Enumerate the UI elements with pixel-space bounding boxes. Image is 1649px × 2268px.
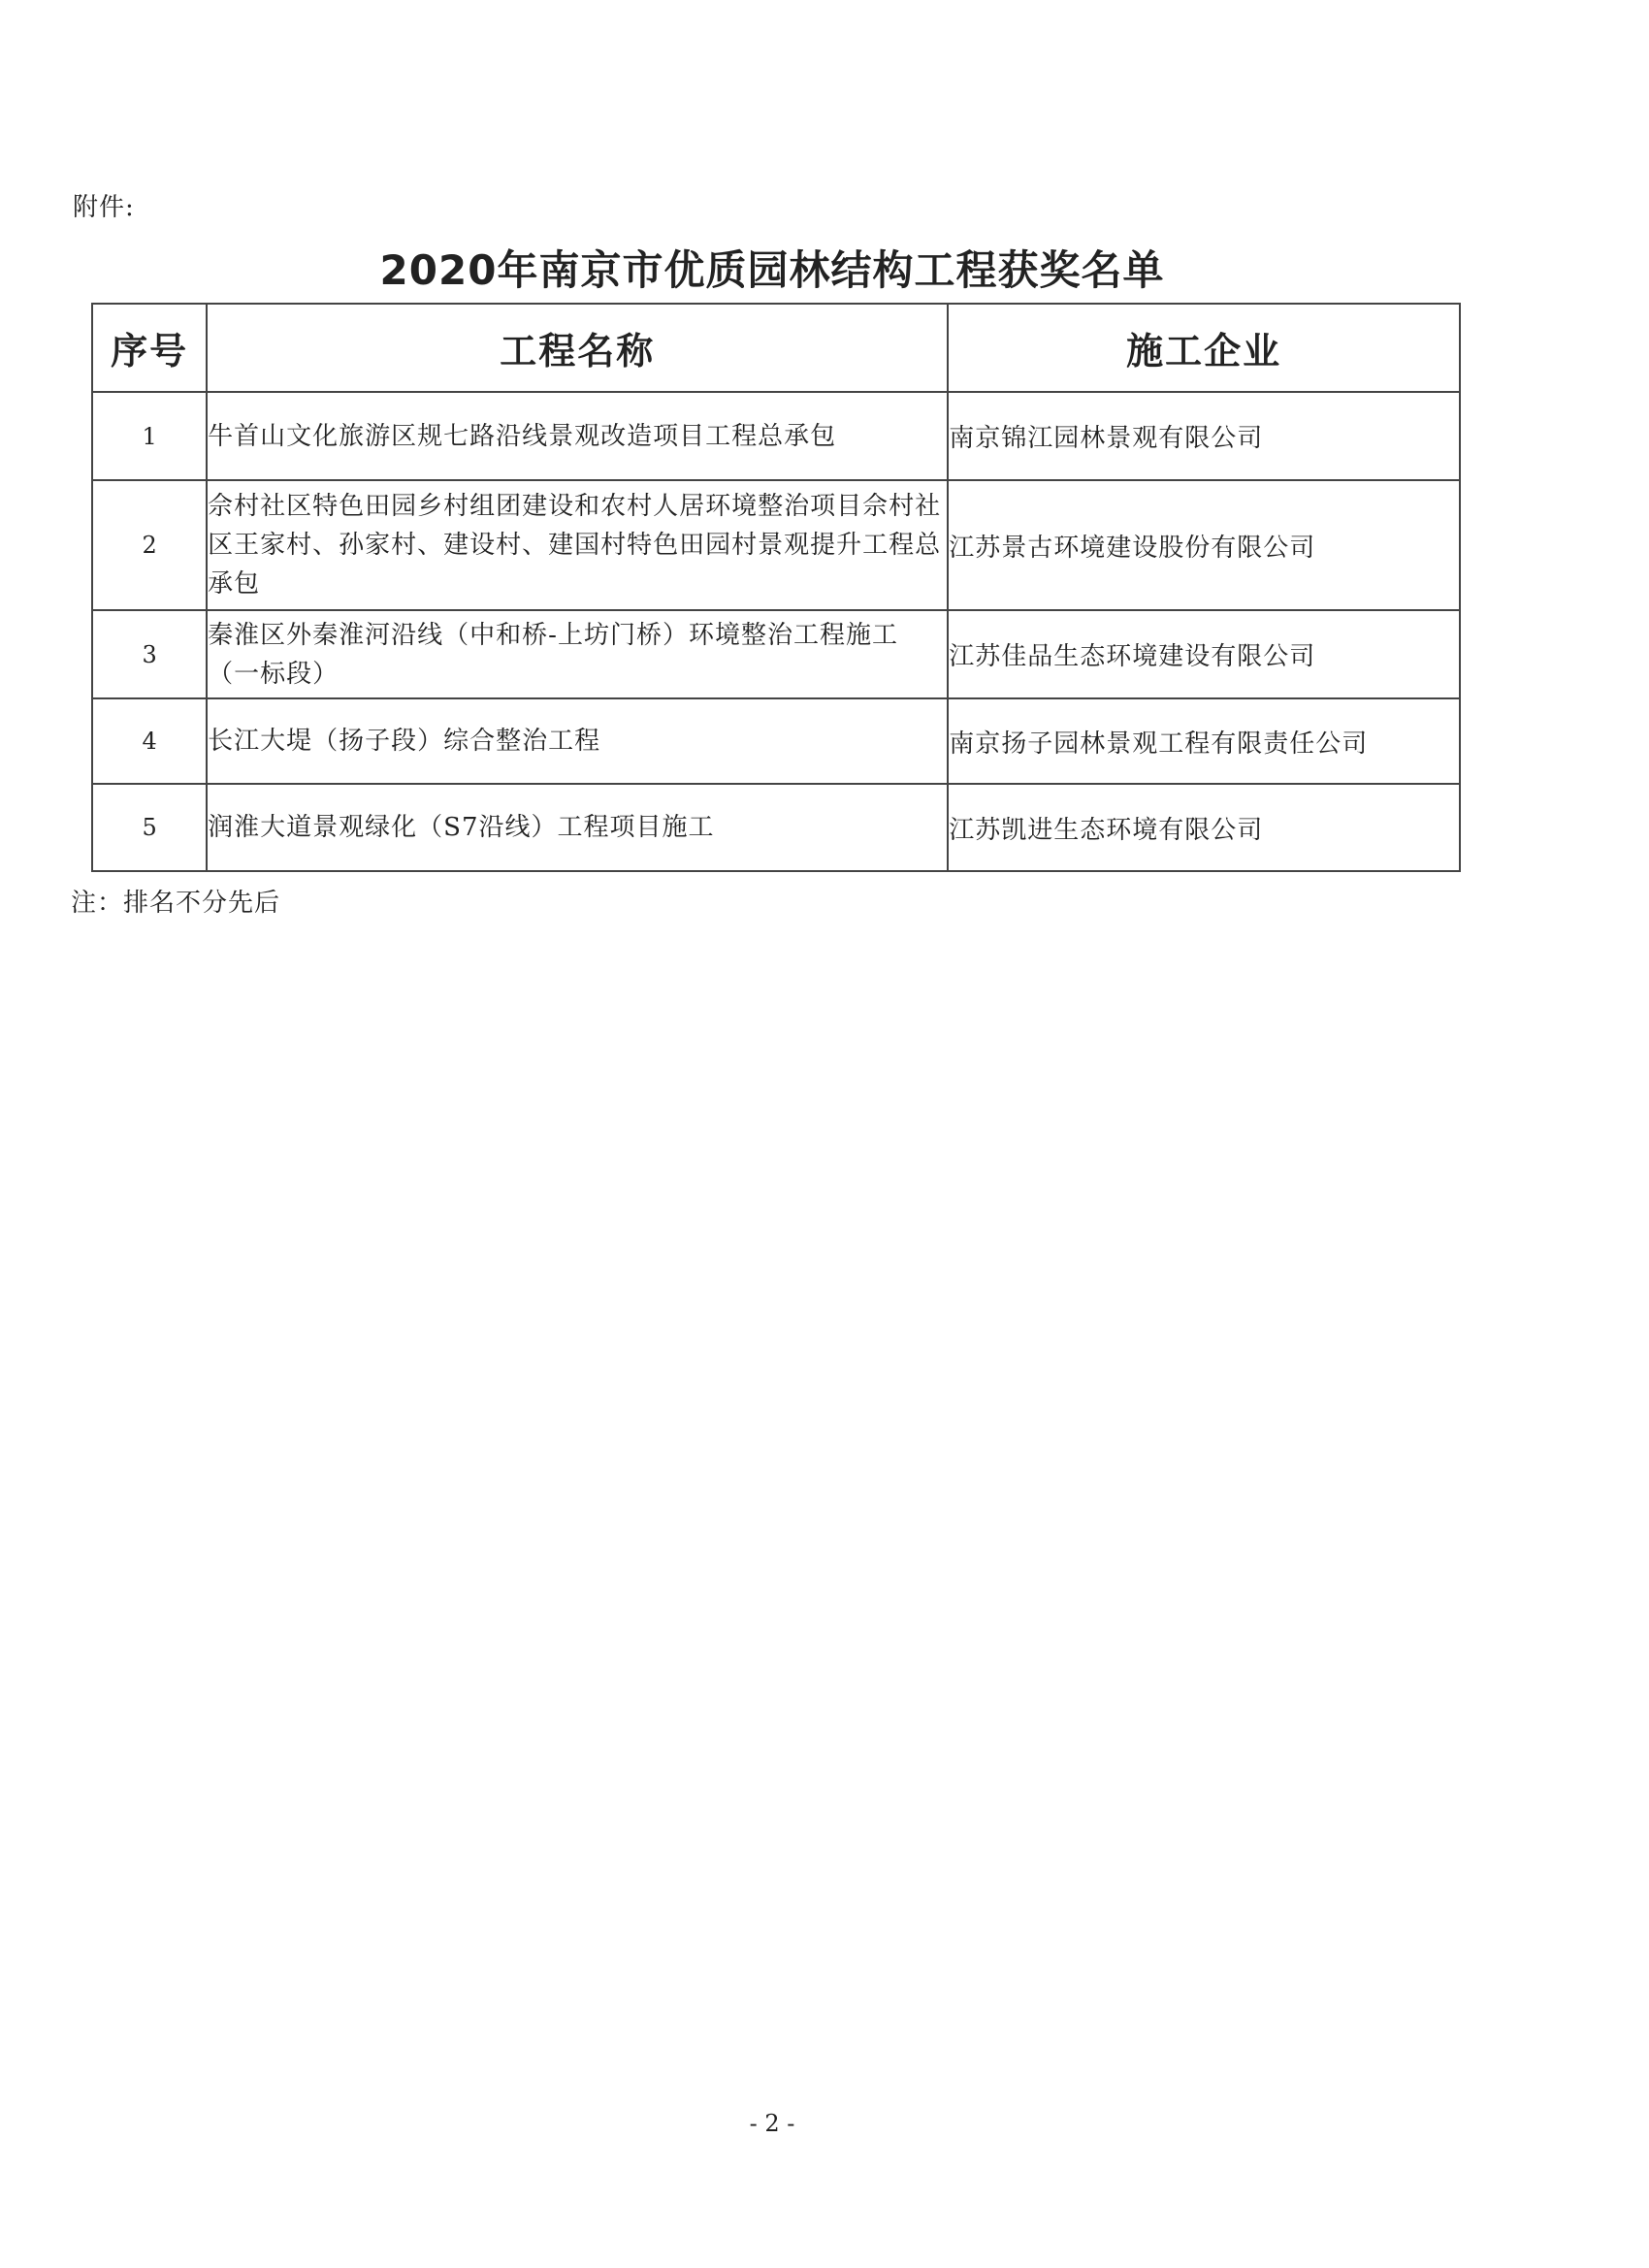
table-row	[92, 698, 1460, 784]
award-table	[91, 303, 1461, 872]
row-company: 江苏景古环境建设股份有限公司	[948, 480, 1460, 610]
row-no: 5	[92, 784, 207, 871]
row-company: 江苏凯进生态环境有限公司	[948, 784, 1460, 871]
attachment-label: 附件:	[73, 193, 135, 222]
row-no: 4	[92, 698, 207, 784]
header-project: 工程名称	[207, 304, 948, 392]
table-row	[92, 784, 1460, 871]
row-project: 长江大堤（扬子段）综合整治工程	[207, 698, 948, 784]
row-project: 润淮大道景观绿化（S7沿线）工程项目施工	[207, 784, 948, 871]
row-project: 秦淮区外秦淮河沿线（中和桥-上坊门桥）环境整治工程施工（一标段）	[207, 610, 948, 698]
page-number: - 2 -	[749, 2110, 795, 2137]
header-no: 序号	[92, 304, 207, 392]
row-company: 江苏佳品生态环境建设有限公司	[948, 610, 1460, 698]
row-no: 2	[92, 480, 207, 610]
document-title: 2020年南京市优质园林结构工程获奖名单	[379, 246, 1165, 294]
row-company: 南京扬子园林景观工程有限责任公司	[948, 698, 1460, 784]
table-row	[92, 392, 1460, 480]
table-header-row	[92, 304, 1460, 392]
ranking-note: 注：排名不分先后	[71, 889, 281, 918]
header-company: 施工企业	[948, 304, 1460, 392]
row-project: 佘村社区特色田园乡村组团建设和农村人居环境整治项目佘村社区王家村、孙家村、建设村、建国村特色田园村景观提升工程总承包	[207, 480, 948, 610]
table-row	[92, 610, 1460, 698]
row-project: 牛首山文化旅游区规七路沿线景观改造项目工程总承包	[207, 392, 948, 480]
row-no: 1	[92, 392, 207, 480]
row-company: 南京锦江园林景观有限公司	[948, 392, 1460, 480]
table-row	[92, 480, 1460, 610]
row-no: 3	[92, 610, 207, 698]
